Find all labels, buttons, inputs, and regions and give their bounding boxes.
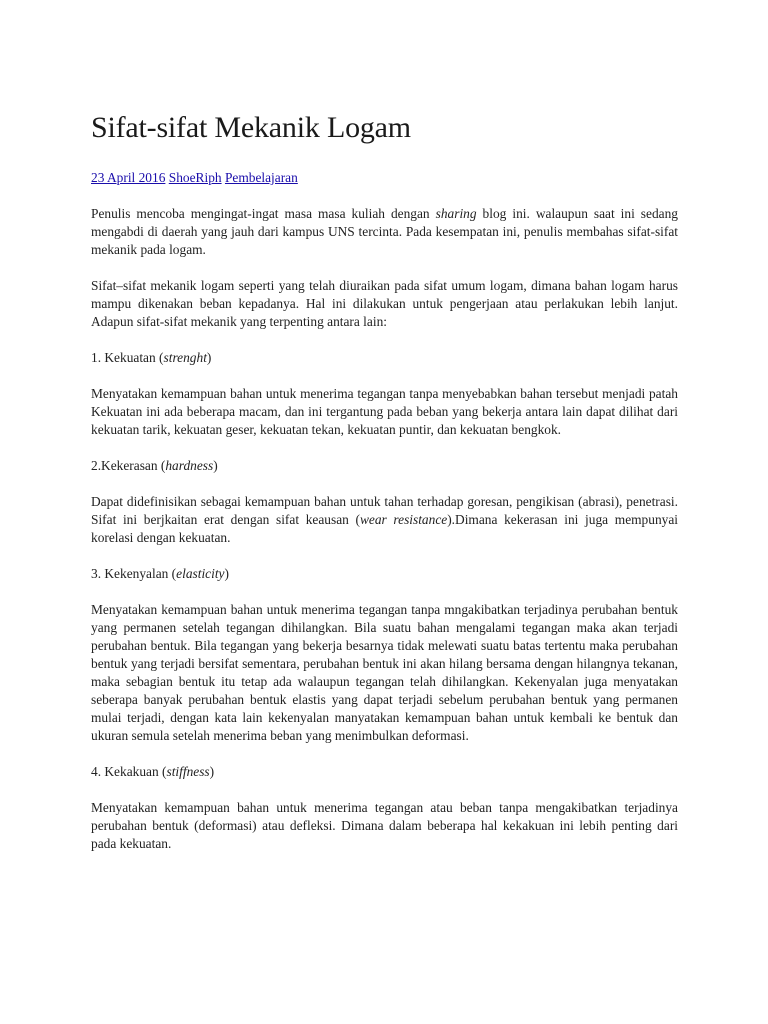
section-body-emphasis: wear resistance bbox=[359, 512, 448, 527]
section-body-strength bbox=[91, 385, 678, 439]
section-heading-term: stiffness bbox=[166, 764, 210, 779]
article-title: Sifat-sifat Mekanik Logam bbox=[91, 111, 411, 144]
section-heading-strength bbox=[91, 349, 678, 367]
section-body-text: Dapat didefinisikan sebagai kemampuan bahan untuk tahan terhadap goresan, pengikisan (abrasi), penetrasi. Sifat ini berjkaitan erat dengan sifat keausan ( bbox=[91, 494, 678, 527]
section-heading-hardness bbox=[91, 457, 678, 475]
section-body-text-after: ).Dimana kekerasan ini juga mempunyai korelasi dengan kekuatan. bbox=[91, 512, 678, 545]
section-heading-term: hardness bbox=[165, 458, 214, 473]
section-body-text: Menyatakan kemampuan bahan untuk menerima tegangan atau beban tanpa mengakibatkan terjadinya perubahan bentuk (deformasi) atau defleksi. Dimana dalam beberapa hal kekakuan ini lebih penting dari pada kekuatan. bbox=[91, 800, 678, 851]
section-heading-prefix: 1. Kekuatan ( bbox=[91, 350, 164, 365]
section-heading-suffix: ) bbox=[224, 566, 229, 581]
section-heading-prefix: 2.Kekerasan ( bbox=[91, 458, 166, 473]
section-body-text: Menyatakan kemampuan bahan untuk menerima tegangan tanpa menyebabkan bahan tersebut menjadi patah Kekuatan ini ada beberapa macam, dan ini tergantung pada beban yang bekerja antara lain dapat dilihat dari kekuatan tarik, kekuatan geser, kekuatan tekan, kekuatan puntir, dan kekuatan bengkok. bbox=[91, 386, 678, 437]
article-meta bbox=[91, 169, 678, 187]
section-heading-stiffness bbox=[91, 763, 678, 781]
date-link[interactable]: 23 April 2016 bbox=[91, 170, 166, 185]
section-heading-prefix: 3. Kekenyalan ( bbox=[91, 566, 177, 581]
article-body bbox=[91, 205, 678, 853]
section-heading-prefix: 4. Kekakuan ( bbox=[91, 764, 167, 779]
section-heading-elasticity bbox=[91, 565, 678, 583]
section-heading-suffix: ) bbox=[206, 350, 212, 365]
section-heading-term: elasticity bbox=[176, 566, 225, 581]
section-heading-term: strenght bbox=[163, 350, 207, 365]
overview-paragraph: Sifat–sifat mekanik logam seperti yang telah diuraikan pada sifat umum logam, dimana bahan logam harus mampu dikenakan beban kepadanya. Hal ini dilakukan untuk pengerjaan atau perlakukan lebih lanjut. Adapun sifat-sifat mekanik yang terpenting antara lain: bbox=[91, 278, 678, 329]
section-body-text: Menyatakan kemampuan bahan untuk menerima tegangan tanpa mngakibatkan terjadinya perubahan bentuk yang permanen setelah tegangan dihilangkan. Bila suatu bahan mengalami tegangan maka akan terjadi perubahan bentuk. Bila tegangan yang bekerja besarnya tidak melewati suatu batas tertentu maka perubahan bentuk yang terjadi bersifat sementara, perubahan bentuk ini akan hilang bersama dengan hilangnya tekanan, maka sebagian bentuk itu tetap ada walaupun tegangan telah dihilangkan. Kekenyalan juga menyatakan seberapa banyak perubahan bentuk elastis yang dapat terjadi sebelum perubahan bentuk yang permanen mulai terjadi, dengan kata lain kekenyalan manyatakan kemampuan bahan untuk kembali ke bentuk dan ukuran semula setelah menerima beban yang menimbulkan deformasi. bbox=[91, 602, 678, 743]
intro-paragraph bbox=[91, 205, 678, 259]
section-body-stiffness bbox=[91, 799, 678, 853]
author-link[interactable]: ShoeRiph bbox=[168, 170, 222, 185]
intro-text-after: blog ini. walaupun saat ini sedang mengabdi di daerah yang jauh dari kampus UNS tercinta. Pada kesempatan ini, penulis membahas sifat-sifat mekanik pada logam. bbox=[91, 206, 678, 257]
section-heading-suffix: ) bbox=[209, 764, 215, 779]
section-heading-suffix: ) bbox=[213, 458, 218, 473]
category-link[interactable]: Pembelajaran bbox=[224, 170, 298, 185]
intro-emphasis: sharing bbox=[435, 206, 477, 221]
section-body-hardness bbox=[91, 493, 678, 547]
section-body-elasticity bbox=[91, 601, 678, 745]
intro-text-before: Penulis mencoba mengingat-ingat masa masa kuliah dengan bbox=[91, 206, 436, 221]
